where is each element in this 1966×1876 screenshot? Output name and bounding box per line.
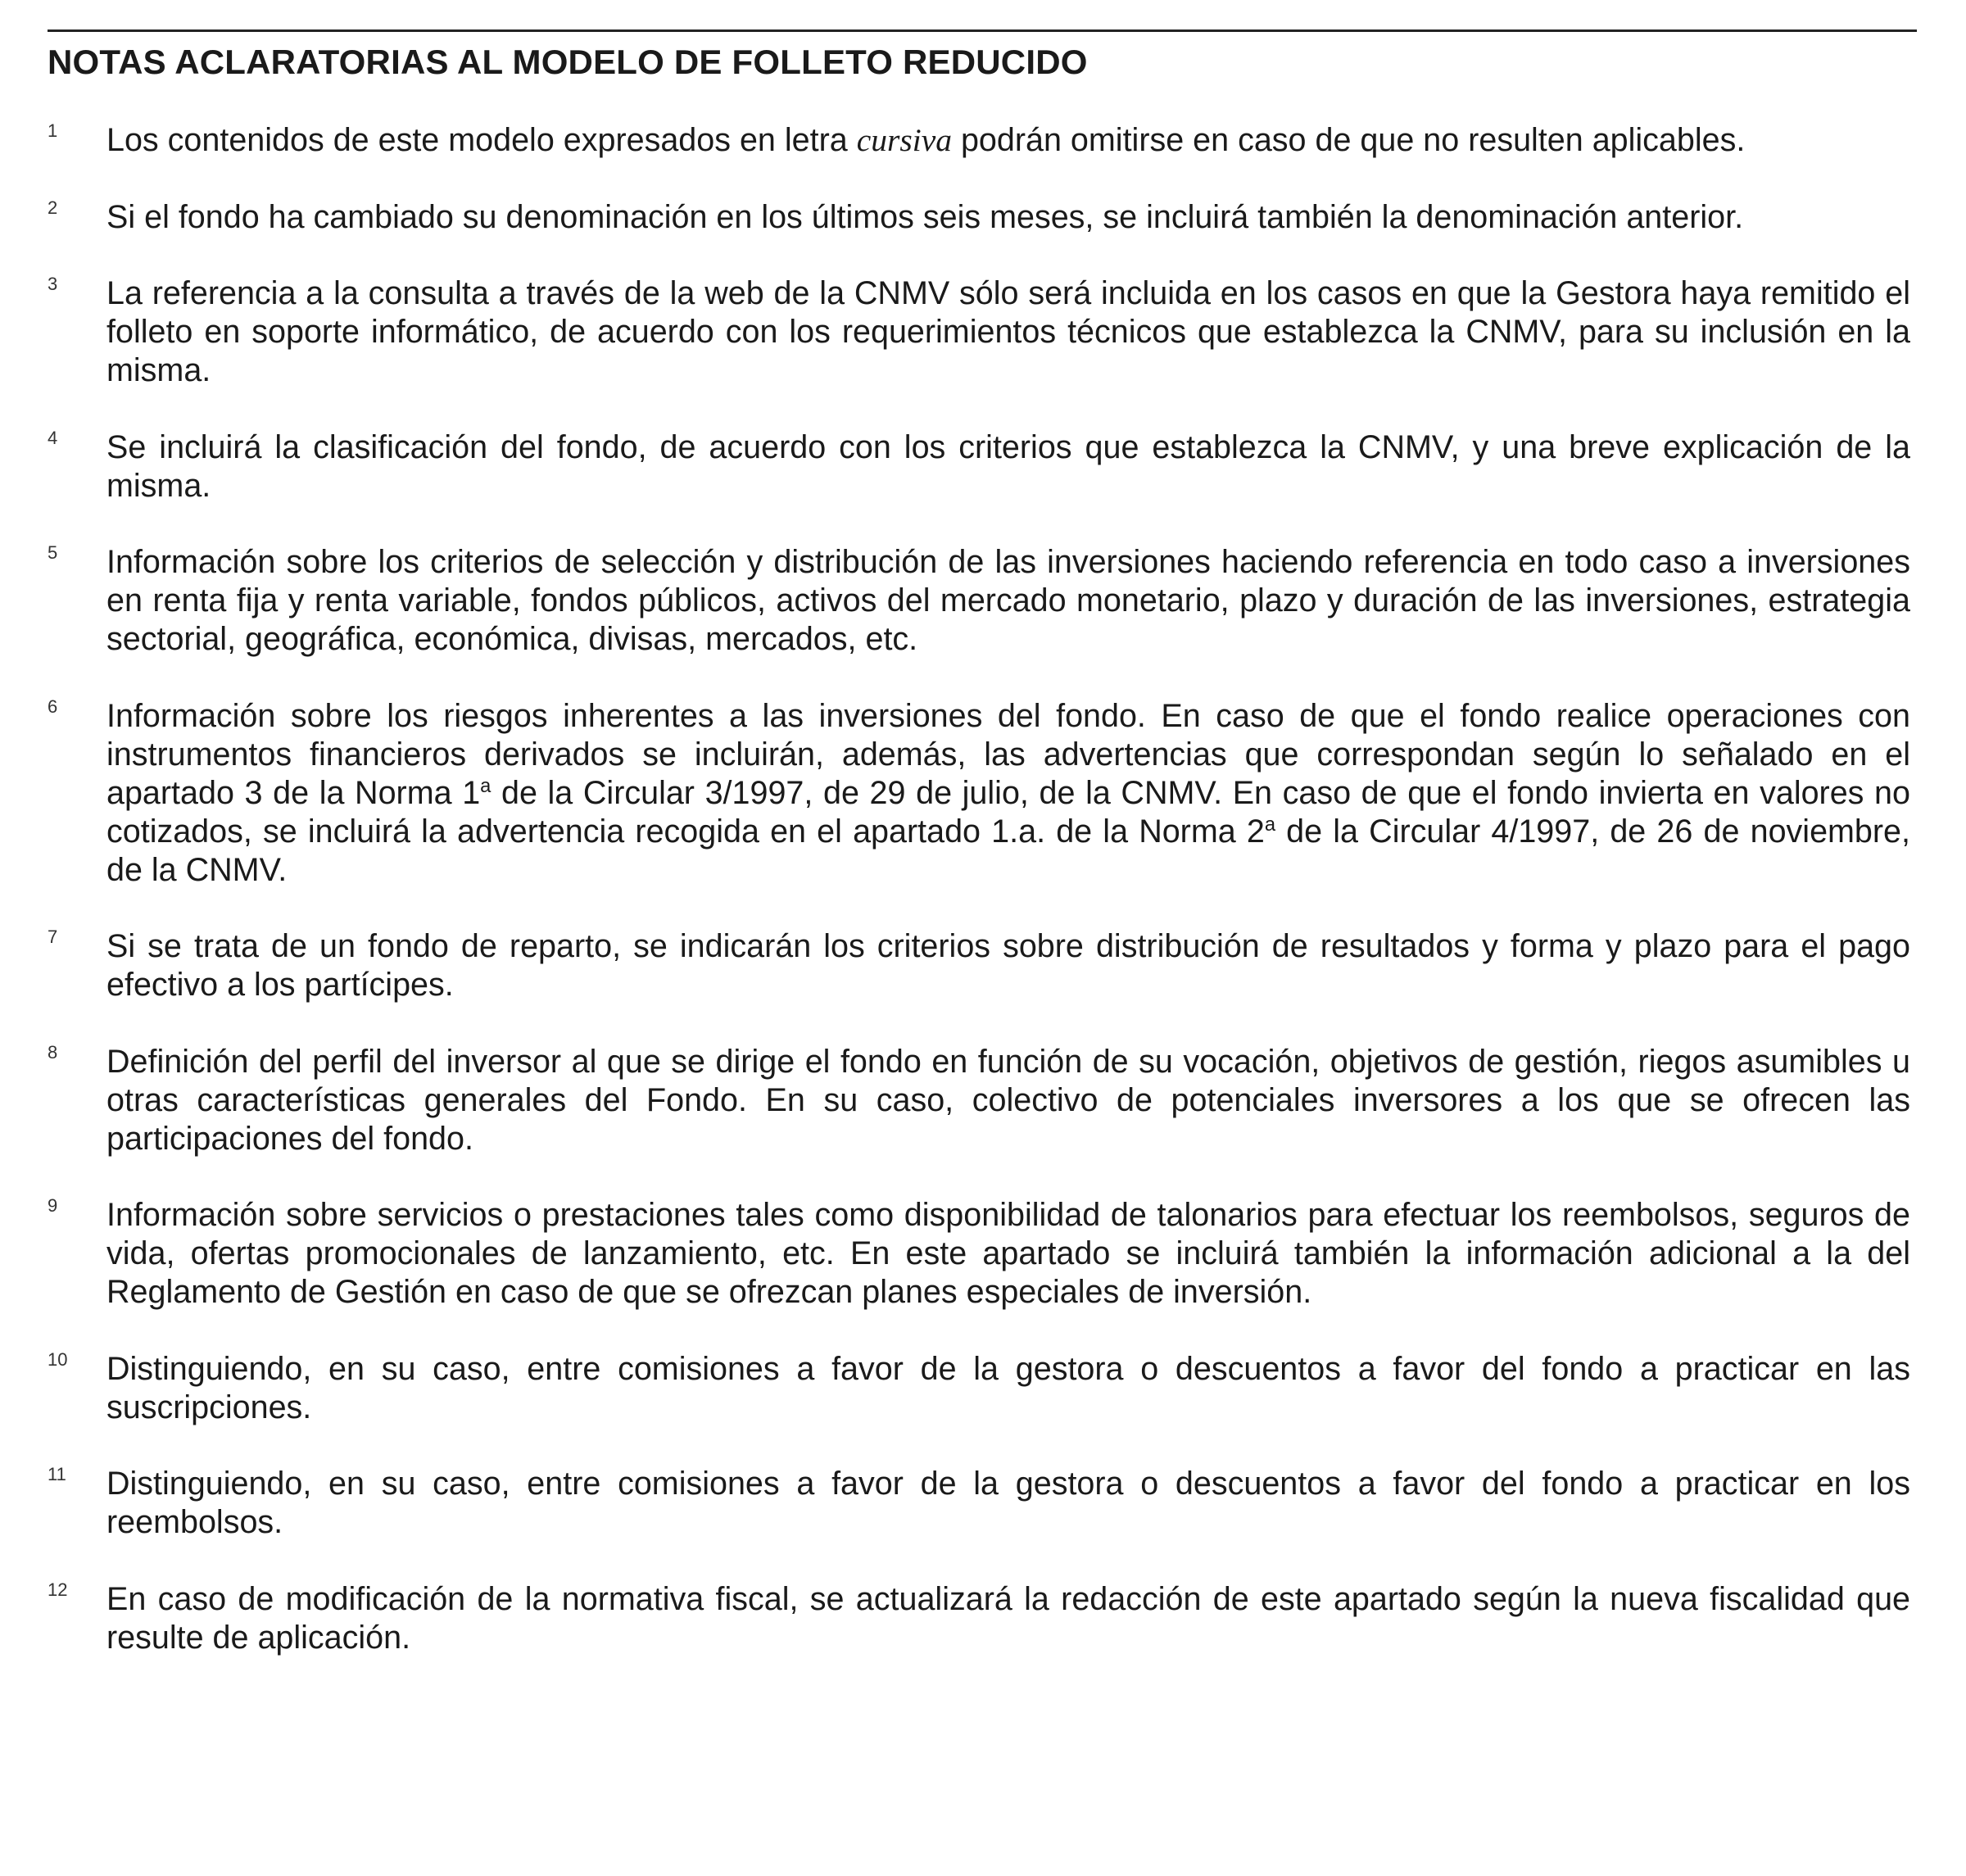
note-text: Distinguiendo, en su caso, entre comisiones a favor de la gestora o descuentos a favor del fondo a practicar en los reembolsos.	[106, 1466, 1910, 1540]
note-number: 3	[48, 274, 58, 294]
note-italic-word: cursiva	[856, 122, 952, 158]
top-rule	[48, 29, 1917, 32]
ordinal-superscript: a	[1264, 813, 1276, 836]
note-item	[48, 1580, 1910, 1657]
notes-list	[48, 121, 1910, 1695]
note-text: Si se trata de un fondo de reparto, se indicarán los criterios sobre distribución de resultados y forma y plazo para el pago efectivo a los partícipes.	[106, 928, 1910, 1003]
note-item	[48, 198, 1910, 237]
note-number: 1	[48, 120, 58, 141]
note-text: En caso de modificación de la normativa fiscal, se actualizará la redacción de este apartado según la nueva fiscalidad que resulte de aplicación.	[106, 1580, 1910, 1656]
note-number: 2	[48, 197, 58, 218]
note-item	[48, 1196, 1910, 1312]
note-item	[48, 927, 1910, 1004]
note-text-segment: Los contenidos de este modelo expresados en letra	[106, 122, 857, 158]
note-text-segment: Información sobre los riesgos inherentes a las inversiones del fondo. En caso de que el fondo realice operaciones con instrumentos financieros derivados se incluirán, además, las advertencias que correspondan según lo señalado en el apartado 3 de la Norma 1	[106, 697, 1910, 811]
note-item	[48, 1465, 1910, 1542]
note-number: 7	[48, 927, 58, 947]
note-number: 11	[48, 1464, 66, 1484]
note-number: 10	[48, 1348, 68, 1370]
note-text	[106, 121, 1910, 160]
note-number: 8	[48, 1041, 58, 1063]
note-item	[48, 1043, 1910, 1158]
note-number: 4	[48, 427, 58, 448]
note-item	[48, 1350, 1910, 1427]
note-text: Si el fondo ha cambiado su denominación en los últimos seis meses, se incluirá también la denominación anterior.	[106, 198, 1744, 235]
note-item	[48, 428, 1910, 505]
note-number: 6	[48, 696, 58, 717]
note-text-segment: de la Circular 4/1997, de 26 de noviembre, de la CNMV.	[106, 813, 1910, 888]
note-number: 12	[48, 1579, 68, 1600]
note-text: Información sobre los criterios de selección y distribución de las inversiones haciendo referencia en todo caso a inversiones en renta fija y renta variable, fondos públicos, activos del mercado monetario, plazo y duración de las inversiones, estrategia sectorial, geográfica, económica, divisas, mercados, etc.	[106, 544, 1910, 657]
note-text-segment: de la Circular 3/1997, de 29 de julio, de la CNMV. En caso de que el fondo invierta en valores no cotizados, se incluirá la advertencia recogida en el apartado 1.a. de la Norma 2	[106, 774, 1910, 850]
note-item	[48, 121, 1910, 160]
note-item	[48, 697, 1910, 890]
document-title: NOTAS ACLARATORIAS AL MODELO DE FOLLETO REDUCIDO	[48, 43, 1088, 81]
note-number: 5	[48, 542, 58, 563]
note-text: Distinguiendo, en su caso, entre comisiones a favor de la gestora o descuentos a favor del fondo a practicar en las suscripciones.	[106, 1350, 1910, 1425]
note-number: 9	[48, 1195, 58, 1216]
note-item	[48, 274, 1910, 390]
note-text: Se incluirá la clasificación del fondo, de acuerdo con los criterios que establezca la CNMV, y una breve explicación de la misma.	[106, 428, 1910, 504]
note-text: Definición del perfil del inversor al que se dirige el fondo en función de su vocación, objetivos de gestión, riegos asumibles u otras características generales del Fondo. En su caso, colectivo de potenciales inversores a los que se ofrecen las participaciones del fondo.	[106, 1043, 1910, 1157]
note-text	[106, 697, 1910, 890]
note-text-segment: podrán omitirse en caso de que no resulten aplicables.	[951, 122, 1746, 158]
ordinal-superscript: a	[480, 775, 492, 797]
note-text: Información sobre servicios o prestaciones tales como disponibilidad de talonarios para efectuar los reembolsos, seguros de vida, ofertas promocionales de lanzamiento, etc. En este apartado se incluirá también la información adicional a la del Reglamento de Gestión en caso de que se ofrezcan planes especiales de inversión.	[106, 1197, 1910, 1310]
note-item	[48, 543, 1910, 659]
note-text: La referencia a la consulta a través de la web de la CNMV sólo será incluida en los casos en que la Gestora haya remitido el folleto en soporte informático, de acuerdo con los requerimientos técnicos que establezca la CNMV, para su inclusión en la misma.	[106, 275, 1910, 388]
